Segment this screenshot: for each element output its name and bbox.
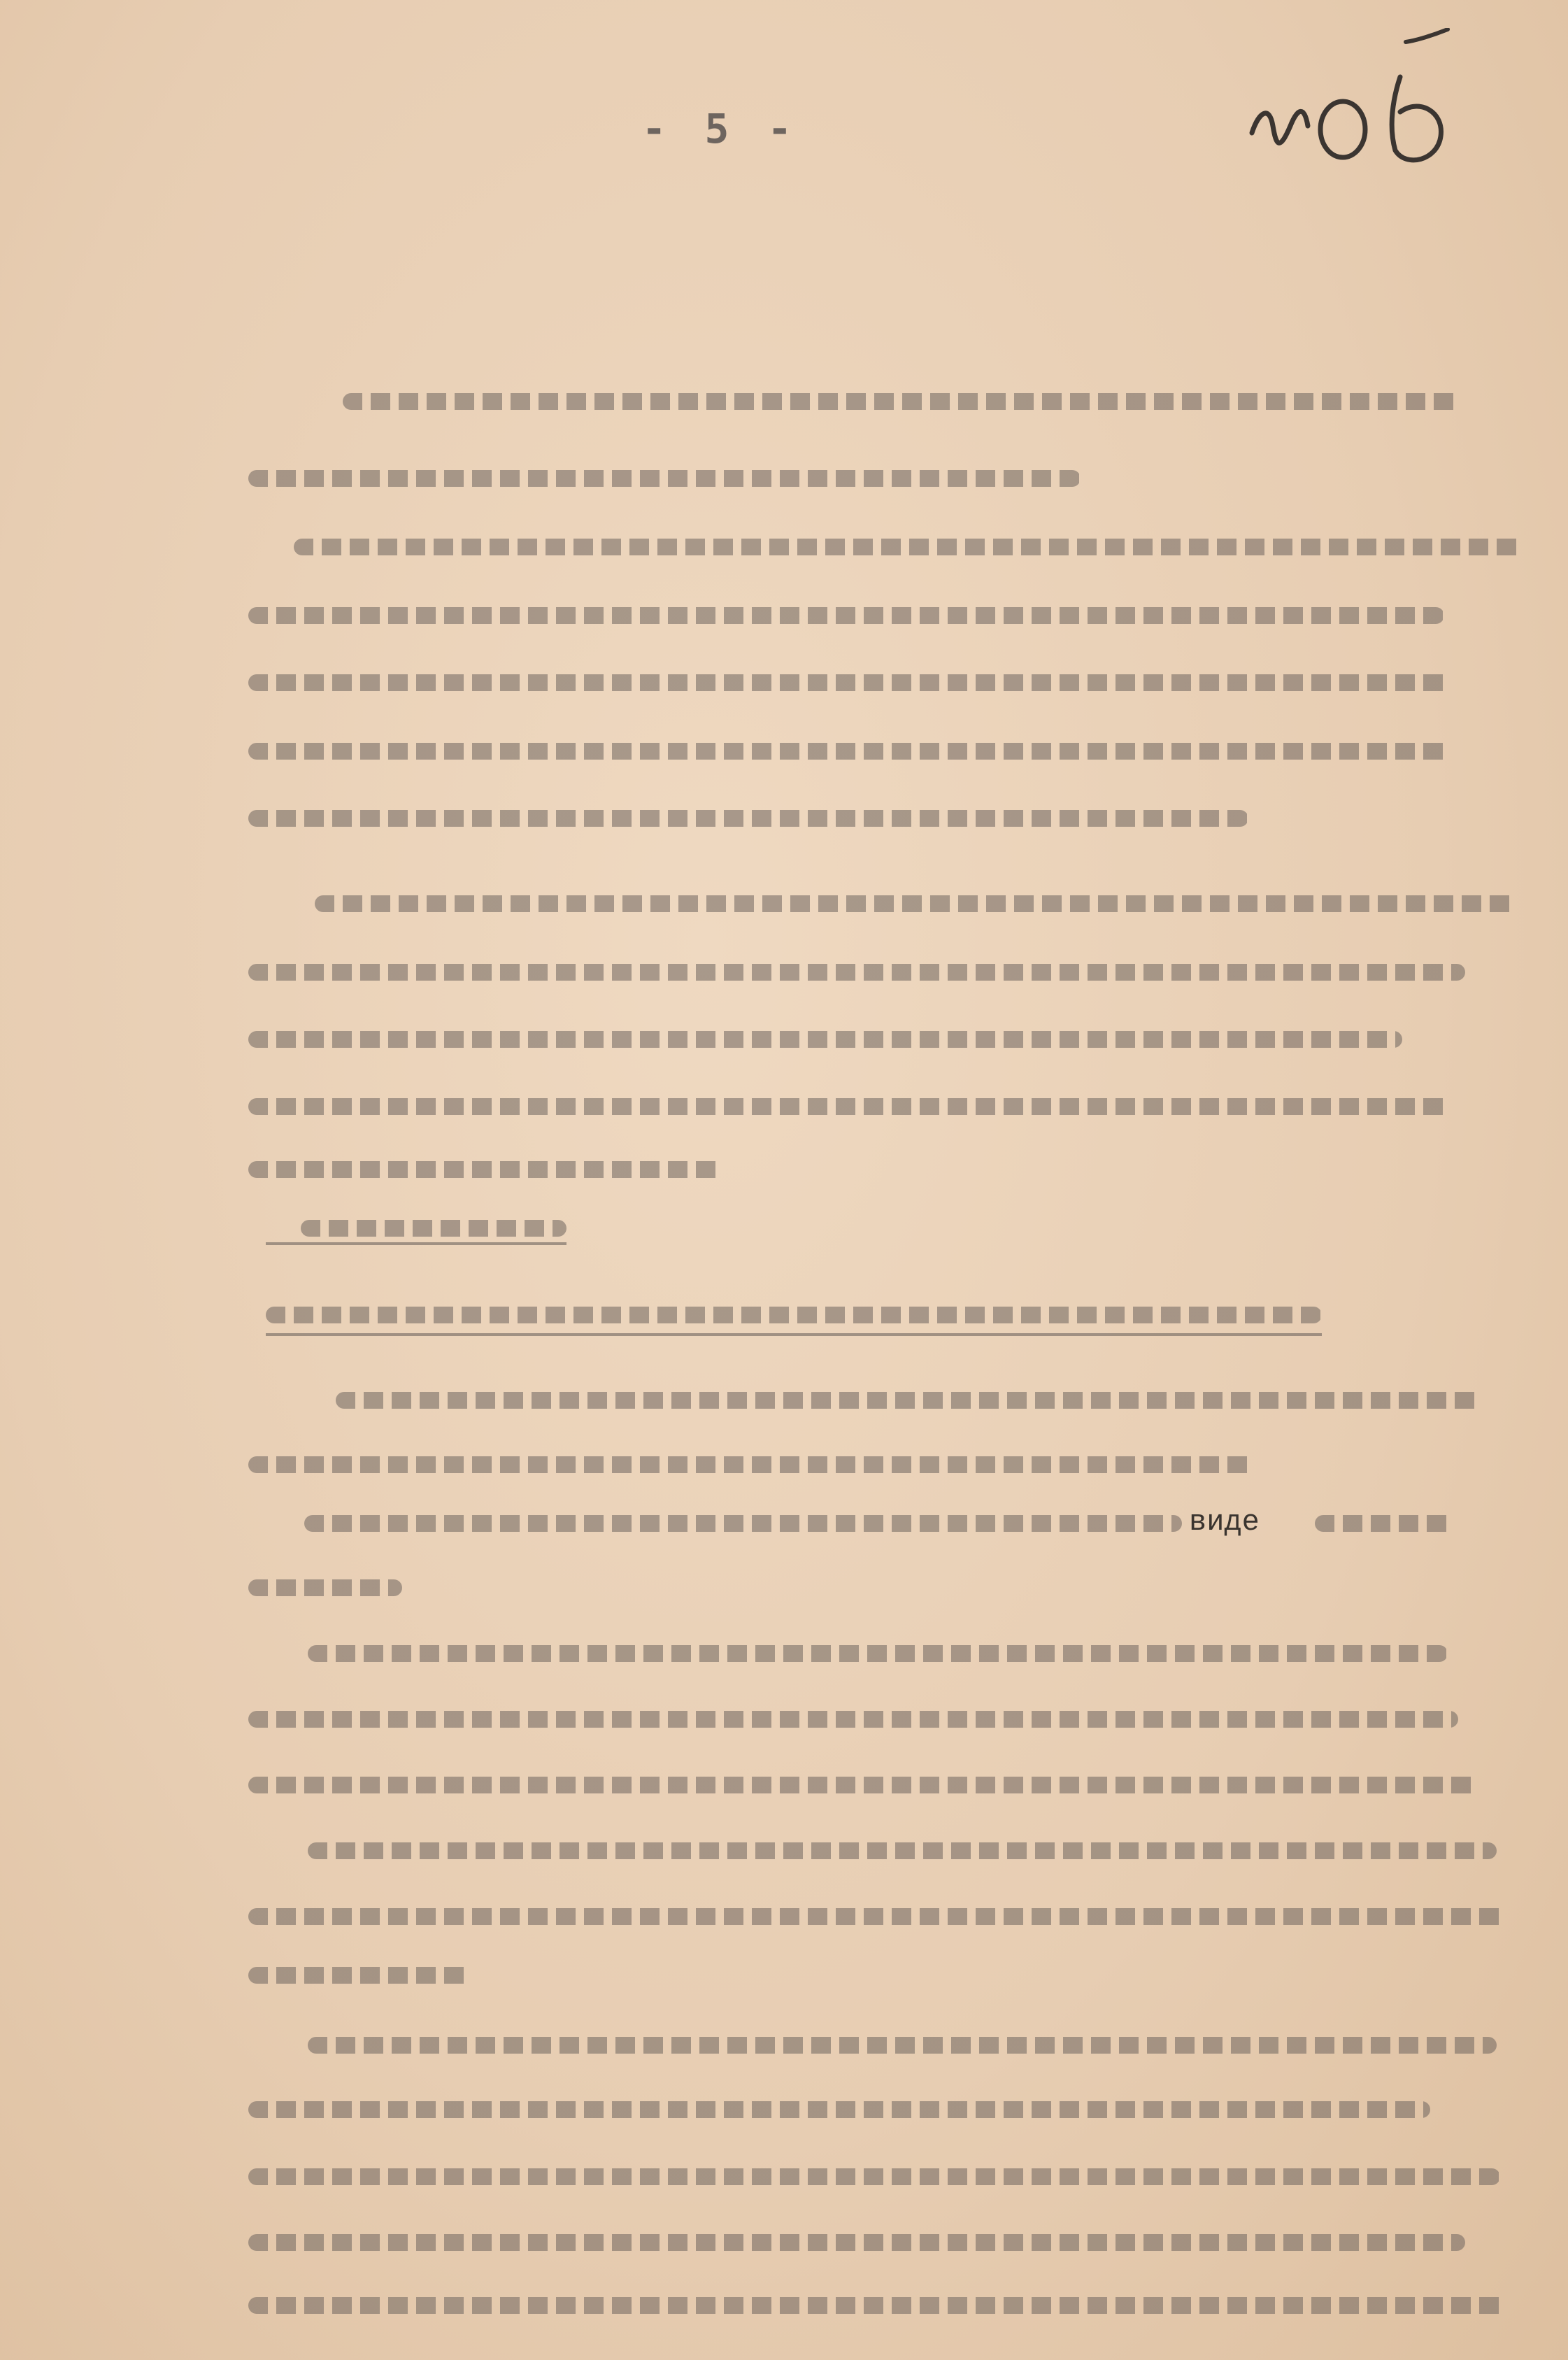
- section-heading-underline: [266, 1333, 1322, 1336]
- inserted-word: виде: [1189, 1505, 1260, 1539]
- text-line: [248, 964, 1465, 981]
- text-line: [248, 810, 1248, 827]
- text-line: [308, 1645, 1448, 1662]
- text-line: [315, 895, 1518, 912]
- text-line: [248, 2234, 1465, 2251]
- section-heading-text: [266, 1307, 1322, 1323]
- section-label-text: [301, 1220, 566, 1237]
- handwritten-folio-mark: [1238, 28, 1462, 175]
- text-line: [248, 1908, 1507, 1925]
- section-label-underline: [266, 1242, 566, 1245]
- text-line: [248, 607, 1444, 624]
- text-line: [248, 1777, 1479, 1793]
- text-line: [248, 1579, 402, 1596]
- text-line: [308, 2037, 1497, 2054]
- text-line: [248, 2297, 1507, 2314]
- text-line: [343, 393, 1462, 410]
- text-line: [248, 1098, 1451, 1115]
- text-line: [248, 1161, 724, 1178]
- text-line: [294, 539, 1525, 555]
- text-line: [248, 2101, 1430, 2118]
- text-line: [248, 1456, 1255, 1473]
- text-line: [248, 743, 1451, 760]
- text-line: [304, 1515, 1182, 1532]
- text-line: [248, 1711, 1458, 1728]
- text-line: [336, 1392, 1483, 1409]
- text-line: [308, 1842, 1497, 1859]
- text-line: [248, 2168, 1500, 2185]
- page-number: - 5 -: [641, 105, 799, 152]
- text-line: [248, 1031, 1402, 1048]
- text-line: [248, 1967, 472, 1984]
- text-line: [248, 470, 1081, 487]
- text-line: [248, 674, 1451, 691]
- text-line: [1315, 1515, 1455, 1532]
